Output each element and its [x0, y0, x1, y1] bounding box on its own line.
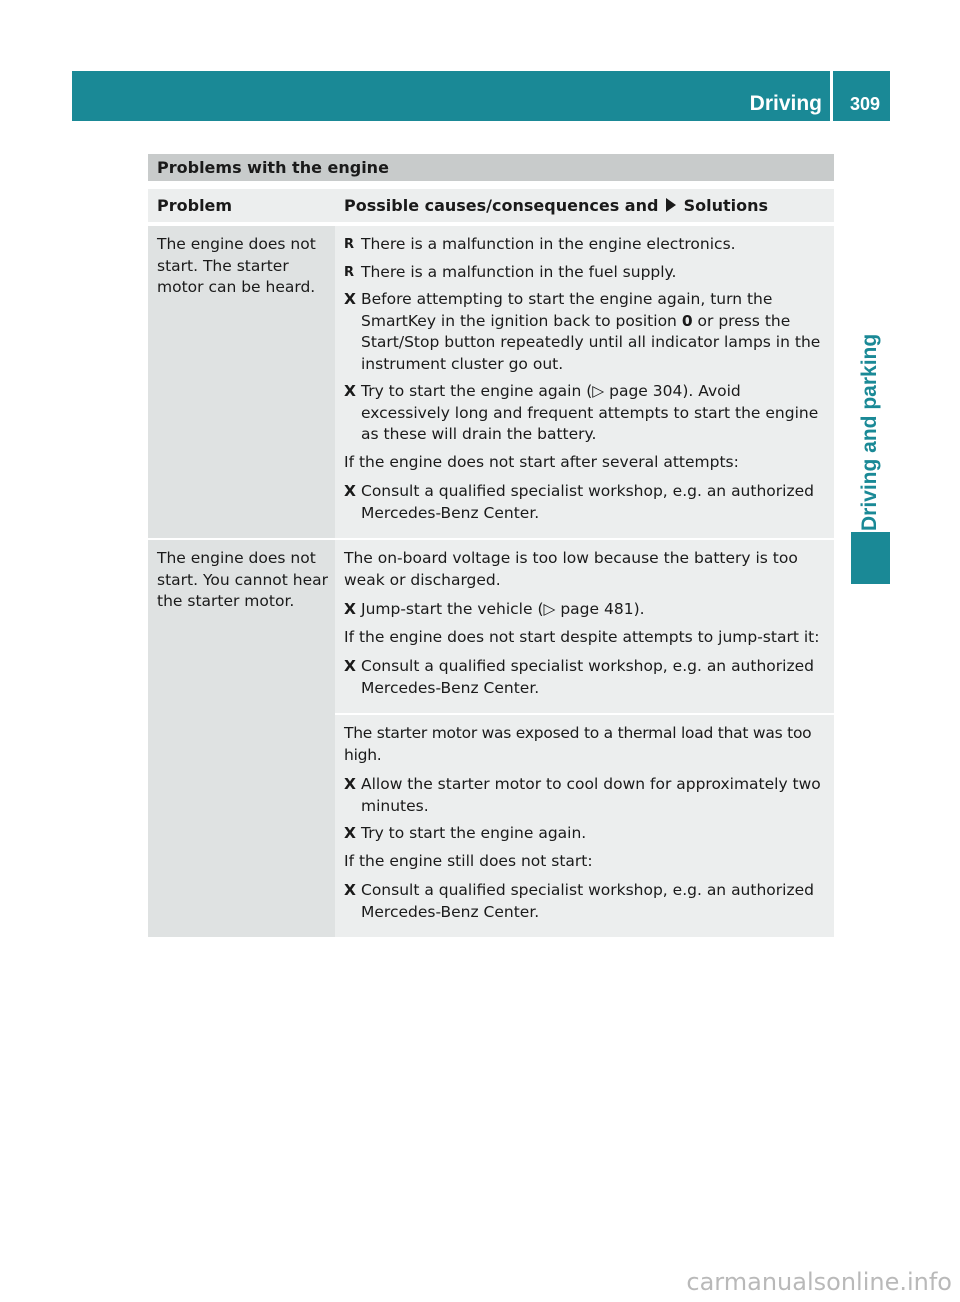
problem-cell: The engine does not start. The starter motor can be heard. [148, 226, 335, 538]
step-text: Try to start the engine again. [361, 824, 587, 842]
arrow-right-icon [666, 198, 676, 212]
paragraph: The starter motor was exposed to a thermal load that was too high. [344, 724, 812, 764]
step-x-icon: X [344, 775, 356, 793]
bullet-text: There is a malfunction in the fuel supply. [361, 262, 677, 281]
step-item [344, 880, 827, 923]
page-header-bar [72, 71, 890, 121]
step-x-icon: X [344, 824, 356, 842]
solution-block [335, 540, 834, 713]
step-x-icon: X [344, 881, 356, 899]
step-text: Before attempting to start the engine again, turn the SmartKey in the ignition back to position [361, 290, 773, 330]
step-item [344, 481, 827, 524]
col-header-solutions-b: Solutions [683, 196, 769, 215]
problem-cell: The engine does not start. You cannot hear the starter motor. [148, 540, 335, 937]
solution-block [335, 713, 834, 937]
step-text: or press the Start/Stop button repeatedly until all indicator lamps in the instrument cluster go out. [361, 311, 821, 373]
ignition-position: 0 [681, 311, 693, 330]
step-text: Jump-start the vehicle (▷ page 481). [361, 600, 645, 618]
page-number: 309 [849, 94, 880, 114]
col-header-problem: Problem [157, 196, 233, 215]
solution-block [335, 226, 834, 538]
header-divider [830, 71, 833, 121]
paragraph: If the engine does not start after several attempts: [344, 452, 739, 471]
paragraph: If the engine does not start despite attempts to jump-start it: [344, 627, 820, 646]
step-x-icon: X [344, 657, 356, 675]
bullet-r-icon: R [344, 237, 355, 252]
section-title: Driving [749, 92, 822, 115]
bullet-text: There is a malfunction in the engine electronics. [361, 235, 736, 253]
step-x-icon: X [344, 382, 356, 400]
table-title: Problems with the engine [148, 154, 834, 181]
solutions-cell [335, 540, 834, 937]
table-row [148, 538, 834, 937]
step-item [344, 381, 827, 446]
step-item [344, 774, 827, 817]
col-header-solutions [335, 189, 834, 222]
paragraph: The on-board voltage is too low because the battery is too weak or discharged. [344, 549, 798, 589]
step-x-icon: X [344, 290, 356, 308]
step-item [344, 289, 827, 375]
table-row [148, 224, 834, 538]
problems-table [148, 154, 834, 937]
step-text: Consult a qualified specialist workshop, e.g. an authorized Mercedes-Benz Center. [361, 482, 814, 522]
step-x-icon: X [344, 600, 356, 618]
footer-watermark: carmanualsonline.info [686, 1268, 952, 1296]
step-x-icon: X [344, 482, 356, 500]
table-header-row [148, 189, 834, 224]
bullet-item [344, 262, 827, 284]
side-tab-marker [851, 532, 890, 584]
step-text: Allow the starter motor to cool down for approximately two minutes. [361, 775, 821, 815]
paragraph: If the engine still does not start: [344, 851, 593, 870]
step-item [344, 599, 827, 621]
step-text: Consult a qualified specialist workshop, e.g. an authorized Mercedes-Benz Center. [361, 881, 814, 921]
step-item [344, 823, 827, 845]
side-tab: Driving and parking [858, 333, 881, 531]
step-item [344, 656, 827, 699]
bullet-r-icon: R [344, 264, 355, 280]
col-header-solutions-a: Possible causes/consequences and [344, 196, 659, 215]
solutions-cell [335, 226, 834, 538]
step-text: Consult a qualified specialist workshop, e.g. an authorized Mercedes-Benz Center. [361, 657, 814, 697]
bullet-item [344, 234, 827, 256]
step-text: Try to start the engine again (▷ page 304). Avoid excessively long and frequent attempts to start the engine as these will drain the battery. [361, 382, 819, 443]
